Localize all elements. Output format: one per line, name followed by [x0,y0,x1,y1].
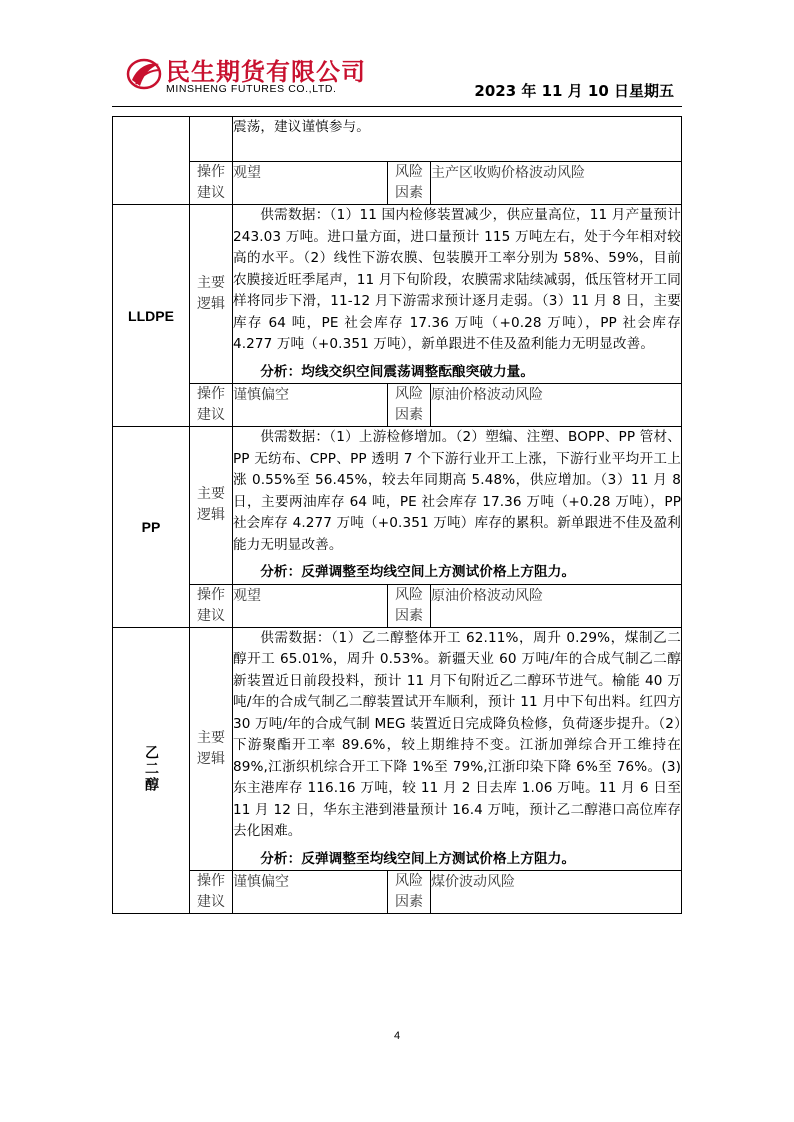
logic-label-line1: 主要 [197,486,225,503]
category-lldpe: LLDPE [113,205,190,427]
category-meg [113,627,190,914]
risk-label-line1: 风险 [395,873,423,889]
operation-value: 观望 [233,162,388,205]
logic-label-line2: 逻辑 [197,750,225,767]
report-date: 2023 年 11 月 10 日星期五 [474,82,674,100]
risk-label-line2: 因素 [395,607,423,624]
category-cell-previous [113,117,190,205]
risk-label-line2: 因素 [395,185,423,201]
logic-label [190,427,233,585]
risk-label-line1: 风险 [395,164,423,180]
pp-logic-cell [233,427,682,585]
minsheng-logo-icon [126,56,162,92]
company-name-en: MINSHENG FUTURES CO.,LTD. [166,83,337,95]
lldpe-supply-demand: 供需数据：（1）11 国内检修装置减少，供应量高位，11 月产量预计 243.03 万吨。进口量方面，进口量预计 115 万吨左右，处于今年相对较高的水平。（2）线性下游农膜、包装膜开工率分别为 58%、59%，目前农膜接近旺季尾声，11 月下旬阶段，农膜需求陆续减弱，低压管材开工同样将同步下滑，11-12 月下游需求预计逐月走弱。（3）11 月 8 日，主要库存 64 吨，PE 社会库存 17.36 万吨（+0.28 万吨），PP 社会库存 4.277 万吨（+0.351 万吨），新单跟进不佳及盈利能力无明显改善。 [233,207,681,352]
meg-supply-demand: 供需数据：（1）乙二醇整体开工 62.11%，周升 0.29%，煤制乙二醇开工 65.01%，周升 0.53%。新疆天业 60 万吨/年的合成气制乙二醇新装置近日前段投料，预计 11 月下旬附近乙二醇环节进气。榆能 40 万吨/年的合成气制乙二醇装置试开车顺利，预计 11 月中下旬出料。红四方 30 万吨/年的合成气制 MEG 装置近日完成降负检修，负荷逐步提升。（2）下游聚酯开工率 89.6%，较上期维持不变。江浙加弹综合开工维持在 89%,江浙织机综合开工下降 1%至 79%,江浙印染下降 6%至 76%。(3) 东主港库存 116.16 万吨，较 11 月 2 日去库 1.06 万吨。11 月 6 日至 11 月 12 日，华东主港到港量预计 16.4 万吨，预计乙二醇港口高位库存去化困难。 [233,629,681,839]
page-number: 4 [393,1030,401,1042]
table-row [113,584,682,627]
lldpe-operation: 谨慎偏空 [233,384,388,427]
pp-risk: 原油价格波动风险 [431,584,682,627]
strategy-table [112,116,682,914]
operation-label [190,871,233,914]
company-name-cn: 民生期货有限公司 [166,58,366,86]
operation-label [190,384,233,427]
lldpe-logic-cell [233,205,682,384]
meg-risk: 煤价波动风险 [431,871,682,914]
lldpe-analysis: 分析：均线交织空间震荡调整酝酿突破力量。 [260,363,535,380]
logic-label-cell [190,117,233,162]
logic-label [190,627,233,871]
risk-label [388,162,431,205]
risk-label [388,871,431,914]
logic-label-line2: 逻辑 [197,296,225,312]
table-row [113,871,682,914]
meg-logic-cell [233,627,682,871]
header-divider [112,106,682,107]
lldpe-risk: 原油价格波动风险 [431,384,682,427]
operation-label-line1: 操作 [197,164,225,180]
category-pp: PP [113,427,190,628]
table-row [113,162,682,205]
operation-label-line1: 操作 [197,873,225,889]
meg-operation: 谨慎偏空 [233,871,388,914]
table-row [113,627,682,871]
pp-operation: 观望 [233,584,388,627]
risk-label-line1: 风险 [395,386,423,402]
logic-label-line2: 逻辑 [197,507,225,524]
logic-label [190,205,233,384]
table-row [113,205,682,384]
operation-label-line2: 建议 [197,407,225,423]
risk-label-line2: 因素 [395,894,423,910]
meg-analysis: 分析：反弹调整至均线空间上方测试价格上方阻力。 [260,850,576,867]
pp-supply-demand: 供需数据：（1）上游检修增加。（2）塑编、注塑、BOPP、PP 管材、PP 无纺布、CPP、PP 透明 7 个下游行业开工上涨，下游行业平均开工上涨 0.55%至 56.45%，较去年同期高 5.48%，供应增加。（3）11 月 8 日，主要两油库存 64 吨，PE 社会库存 17.36 万吨（+0.28 万吨），PP 社会库存 4.277 万吨（+0.351 万吨）库存的累积。新单跟进不佳及盈利能力无明显改善。 [233,429,681,553]
table-row [113,427,682,585]
operation-label [190,584,233,627]
risk-label-line1: 风险 [395,586,423,603]
table-row [113,384,682,427]
continued-text: 震荡，建议谨慎参与。 [233,119,370,135]
pp-analysis: 分析：反弹调整至均线空间上方测试价格上方阻力。 [260,564,576,580]
page-header [126,52,682,102]
operation-label-line1: 操作 [197,386,225,402]
risk-label-line2: 因素 [395,407,423,423]
logic-label-line1: 主要 [197,729,225,746]
risk-value: 主产区收购价格波动风险 [431,162,682,205]
table-row [113,117,682,162]
continued-logic-cell [233,117,682,162]
operation-label-line1: 操作 [197,586,225,603]
operation-label-line2: 建议 [197,185,225,201]
risk-label [388,584,431,627]
operation-label-line2: 建议 [197,607,225,624]
risk-label [388,384,431,427]
operation-label [190,162,233,205]
operation-label-line2: 建议 [197,894,225,910]
logic-label-line1: 主要 [197,275,225,291]
category-meg-label: 乙二醇 [143,744,159,793]
